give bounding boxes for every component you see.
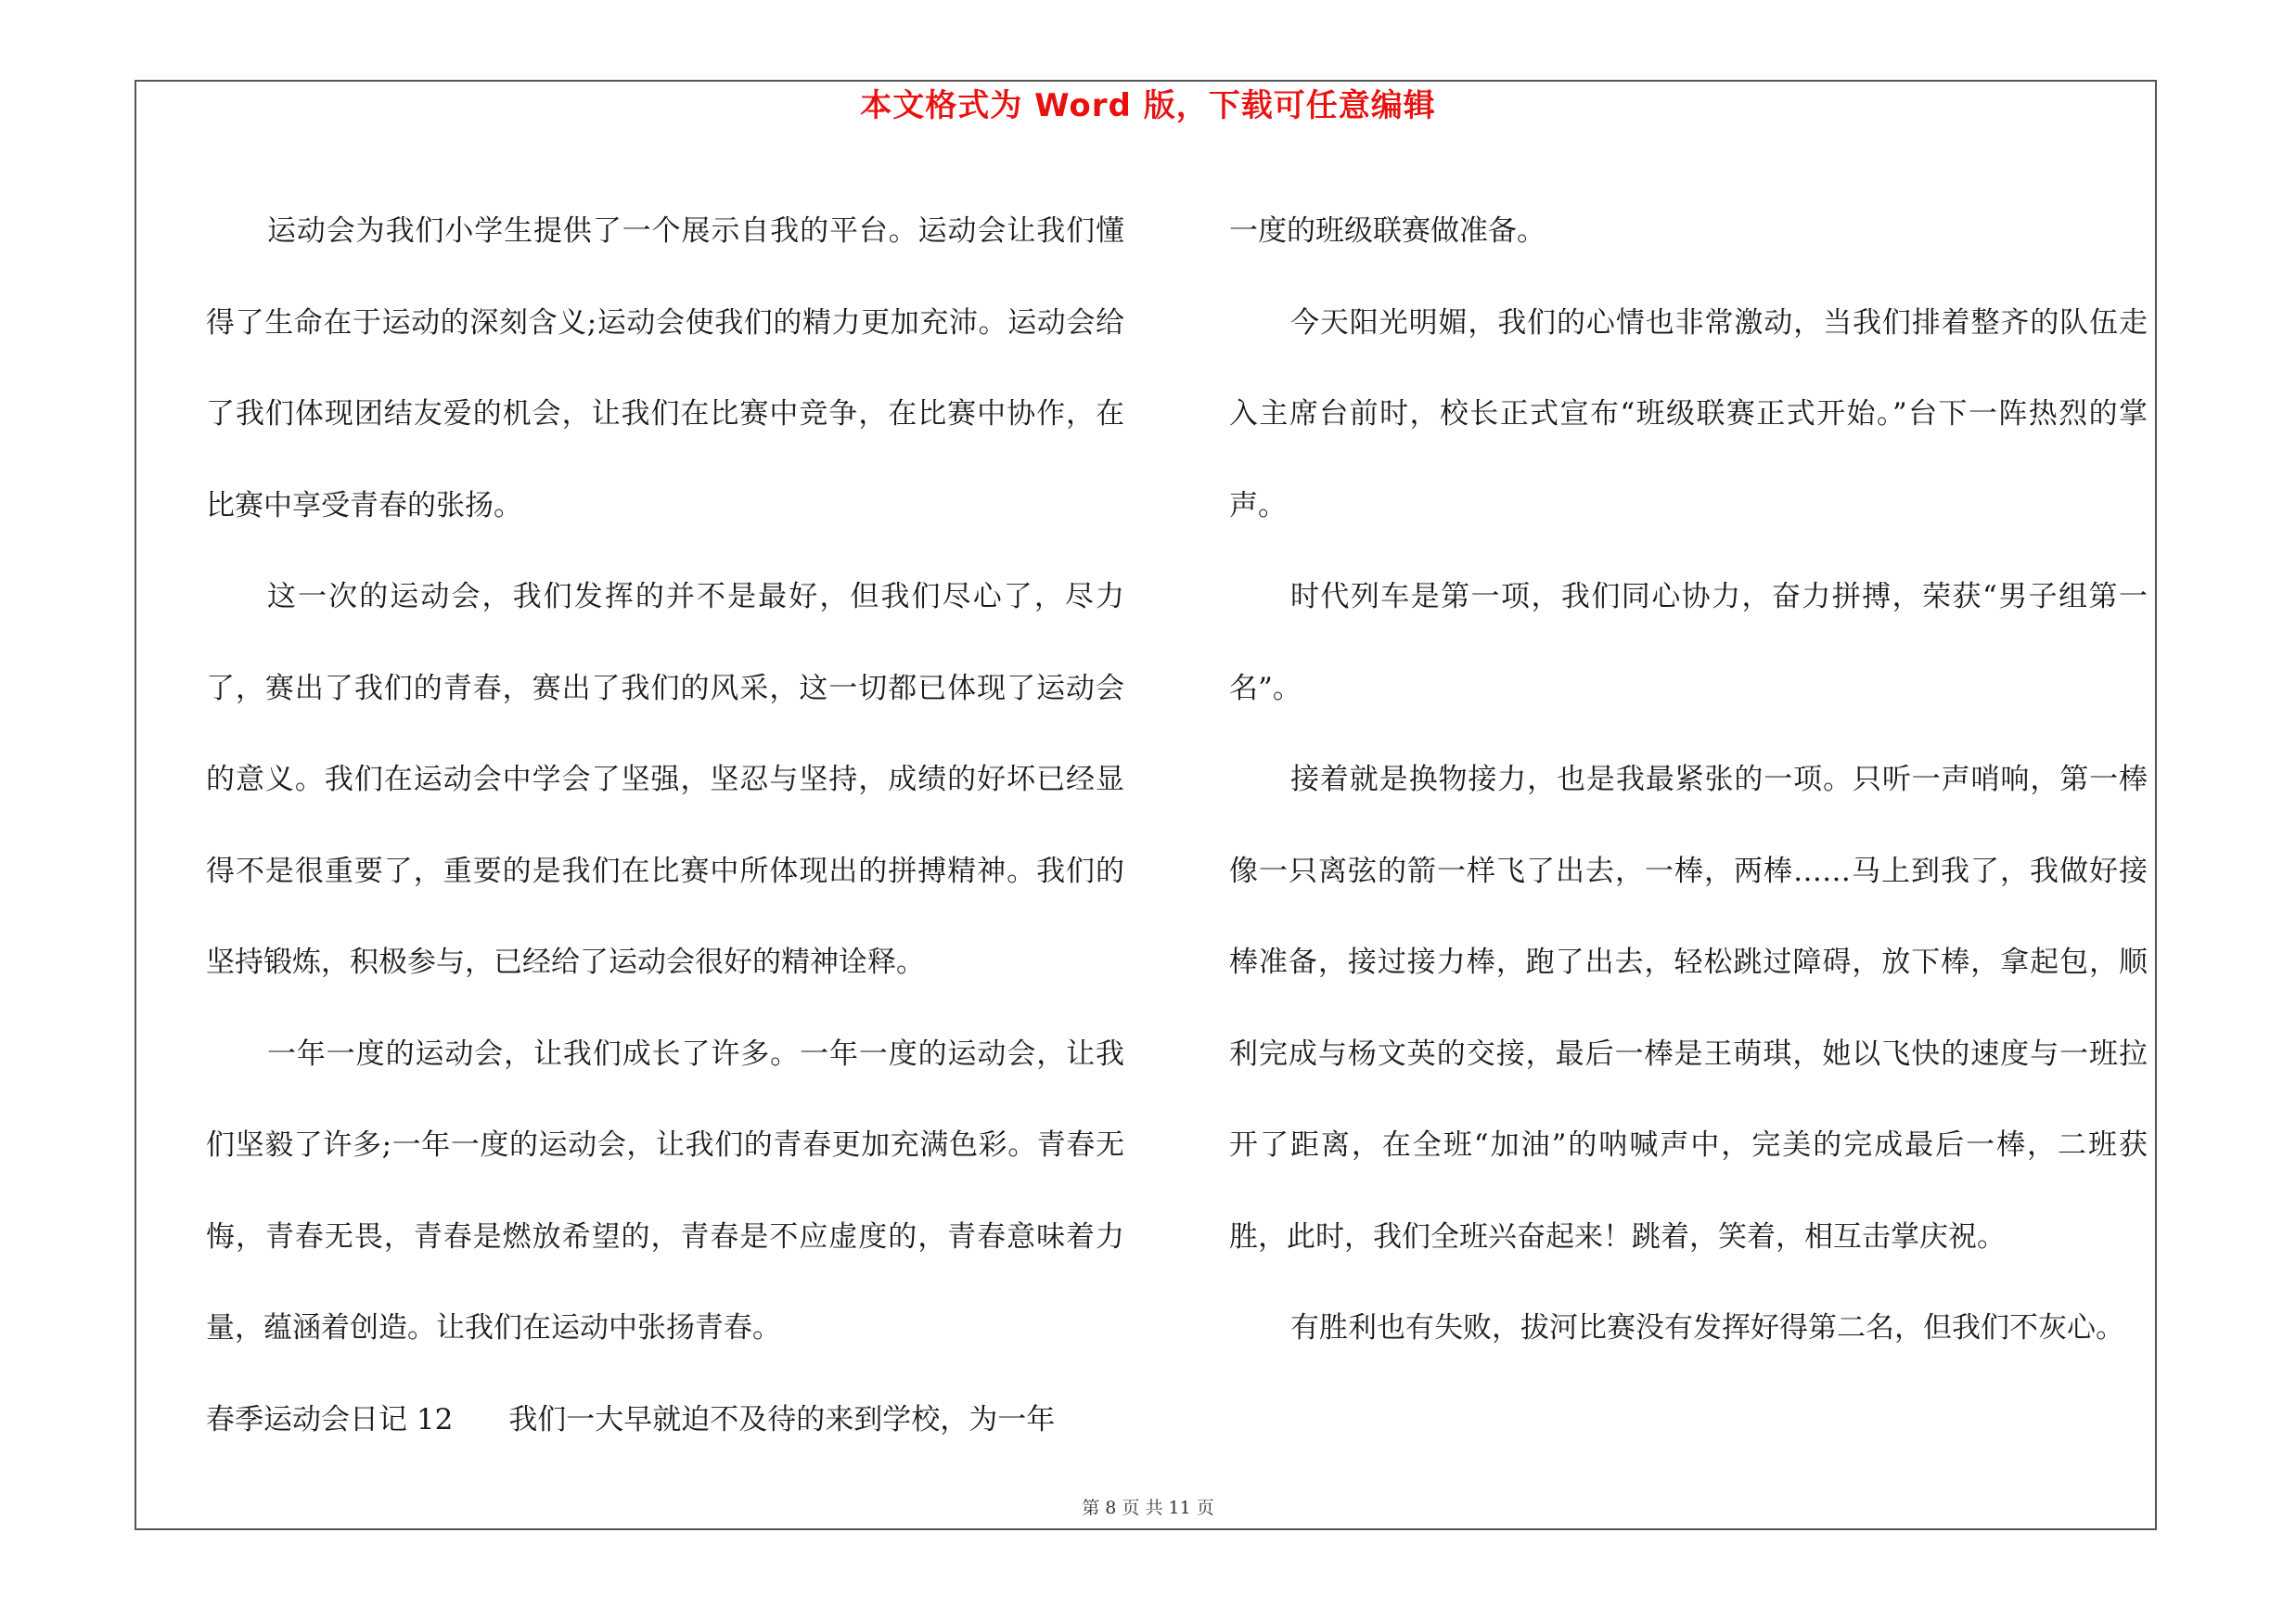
paragraph: 运动会为我们小学生提供了一个展示自我的平台。运动会让我们懂得了生命在于运动的深刻含义;运动会使我们的精力更加充沛。运动会给了我们体现团结友爱的机会，让我们在比赛中竞争，在比赛中协作，在比赛中享受青春的张扬。 <box>206 214 1124 522</box>
paragraph: 时代列车是第一项，我们同心协力，奋力拼搏，荣获“男子组第一名”。 <box>1229 580 2148 705</box>
paragraph: 一年一度的运动会，让我们成长了许多。一年一度的运动会，让我们坚毅了许多;一年一度的运动会，让我们的青春更加充满色彩。青春无悔，青春无畏，青春是燃放希望的，青春是不应虚度的，青春意味着力量，蕴涵着创造。让我们在运动中张扬青春。 <box>206 1037 1124 1345</box>
page-number-footer: 第 8 页 共 11 页 <box>1082 1498 1214 1518</box>
word-format-banner: 本文格式为 Word 版，下载可任意编辑 <box>860 87 1436 124</box>
paragraph-continuation: 一度的班级联赛做准备。 <box>1229 214 1546 248</box>
paragraph: 今天阳光明媚，我们的心情也非常激动，当我们排着整齐的队伍走入主席台前时，校长正式宣布“班级联赛正式开始。”台下一阵热烈的掌声。 <box>1229 305 2148 522</box>
right-column <box>1229 186 2148 1374</box>
section-heading-line <box>206 1374 1124 1466</box>
left-column <box>206 186 1124 1465</box>
section-first-line: 我们一大早就迫不及待的来到学校，为一年 <box>508 1402 1056 1436</box>
paragraph: 这一次的运动会，我们发挥的并不是最好，但我们尽心了，尽力了，赛出了我们的青春，赛出了我们的风采，这一切都已体现了运动会的意义。我们在运动会中学会了坚强，坚忍与坚持，成绩的好坏已经显得不是很重要了，重要的是我们在比赛中所体现出的拼搏精神。我们的坚持锻炼，积极参与，已经给了运动会很好的精神诠释。 <box>206 580 1124 979</box>
paragraph: 接着就是换物接力，也是我最紧张的一项。只听一声哨响，第一棒像一只离弦的箭一样飞了出去，一棒，两棒……马上到我了，我做好接棒准备，接过接力棒，跑了出去，轻松跳过障碍，放下棒，拿起包，顺利完成与杨文英的交接，最后一棒是王萌琪，她以飞快的速度与一班拉开了距离，在全班“加油”的呐喊声中，完美的完成最后一棒，二班获胜，此时，我们全班兴奋起来！跳着，笑着，相互击掌庆祝。 <box>1229 763 2148 1254</box>
paragraph: 有胜利也有失败，拔河比赛没有发挥好得第二名，但我们不灰心。 <box>1290 1311 2124 1345</box>
section-title: 春季运动会日记 12 <box>206 1402 454 1436</box>
